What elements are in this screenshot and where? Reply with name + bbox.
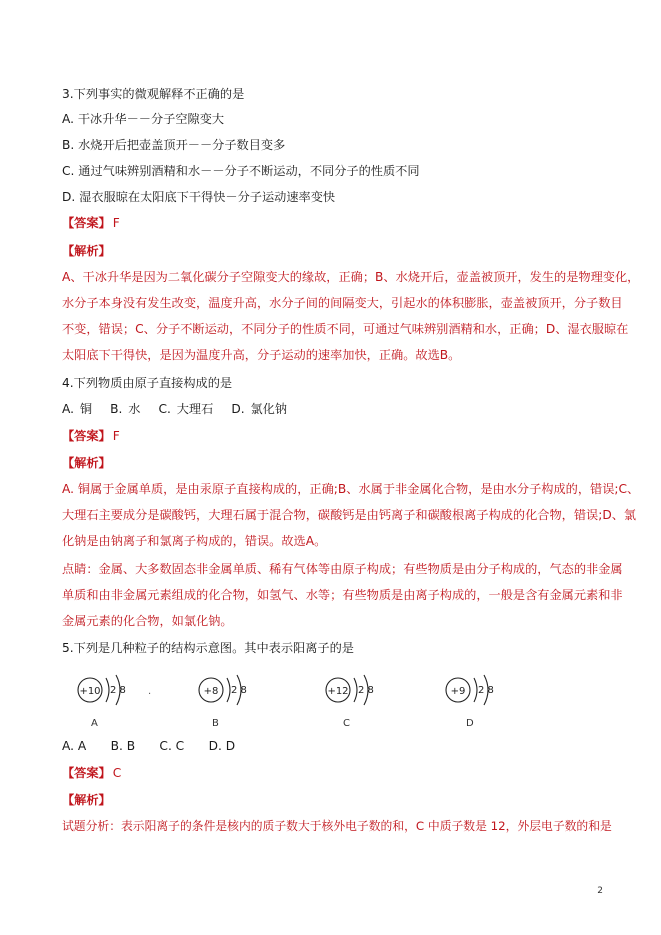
q5-stem: 5.下列是几种粒子的结构示意图。其中表示阳离子的是	[62, 641, 354, 655]
q3-option-b: B. 水烧开后把壶盖顶开－－分子数目变多	[62, 138, 286, 152]
q3-option-a: A. 干冰升华－－分子空隙变大	[62, 112, 225, 126]
q4-stem: 4.下列物质由原子直接构成的是	[62, 376, 233, 390]
q3-stem: 3.下列事实的微观解释不正确的是	[62, 87, 245, 101]
answer-tag: 【答案】	[62, 429, 111, 443]
answer-tag: 【答案】	[62, 216, 111, 230]
atom-label-b: B	[212, 718, 219, 729]
answer-value: F	[112, 216, 120, 230]
q3-analysis-line-2: 水分子本身没有发生改变，温度升高，水分子间的间隔变大，引起水的体积膨胀，壶盖被顶开，分子数目	[62, 296, 623, 310]
inner-shell-arc	[106, 678, 109, 702]
q4-note-line-3: 金属元素的化合物，如氯化钠。	[62, 614, 233, 628]
atom-diagram-b	[193, 672, 265, 708]
atom-diagram-d	[440, 672, 512, 708]
q3-analysis-line-3: 不变，错误；C、分子不断运动，不同分子的性质不同，可通过气味辨别酒精和水，正确；D、湿衣服晾在	[62, 322, 629, 336]
answer-value: C	[112, 766, 122, 780]
q4-answer-line	[62, 428, 120, 444]
inner-shell-arc	[474, 678, 477, 702]
q4-note-line-2: 单质和由非金属元素组成的化合物，如氢气、水等；有些物质是由离子构成的，一般是含有金属元素和非	[62, 588, 623, 602]
nucleus-charge: +8	[203, 686, 219, 697]
q4-options: A. 铜 B. 水 C. 大理石 D. 氯化钠	[62, 402, 288, 416]
q5-options: A. A B. B C. C D. D	[62, 739, 236, 753]
electron-counts: 2 8	[358, 685, 374, 696]
inner-shell-arc	[227, 678, 230, 702]
q3-option-d: D. 湿衣服晾在太阳底下干得快－分子运动速率变快	[62, 190, 336, 204]
inner-shell-arc	[354, 678, 357, 702]
atom-label-d: D	[466, 718, 474, 729]
electron-counts: 2 8	[478, 685, 494, 696]
electron-counts: 2 8	[110, 685, 126, 696]
q4-analysis-line-1: A. 铜属于金属单质，是由汞原子直接构成的，正确;B、水属于非金属化合物，是由水分子构成的，错误;C、	[62, 482, 640, 496]
q5-analysis-line-1: 试题分析：表示阳离子的条件是核内的质子数大于核外电子数的和，C 中质子数是 12，外层电子数的和是	[62, 819, 612, 833]
atom-label-a: A	[91, 718, 98, 729]
nucleus-charge: +9	[450, 686, 466, 697]
q3-option-c: C. 通过气味辨别酒精和水－－分子不断运动，不同分子的性质不同	[62, 164, 420, 178]
page-number: 2	[597, 886, 603, 896]
q4-note-line-1: 点睛：金属、大多数固态非金属单质、稀有气体等由原子构成；有些物质是由分子构成的，气态的非金属	[62, 562, 623, 576]
atom-diagram-a	[72, 672, 144, 708]
q5-analysis-tag: 【解析】	[62, 793, 111, 807]
answer-tag: 【答案】	[62, 766, 111, 780]
q3-answer-line	[62, 215, 120, 231]
q4-analysis-line-2: 大理石主要成分是碳酸钙，大理石属于混合物，碳酸钙是由钙离子和碳酸根离子构成的化合物，错误;D、氯	[62, 508, 637, 522]
answer-value: F	[112, 429, 120, 443]
stray-dot: .	[148, 686, 152, 697]
nucleus-charge: +10	[79, 686, 101, 697]
q4-analysis-tag: 【解析】	[62, 456, 111, 470]
q3-analysis-line-4: 太阳底下干得快，是因为温度升高，分子运动的速率加快，正确。故选B。	[62, 348, 461, 362]
electron-counts: 2 8	[231, 685, 247, 696]
q4-analysis-line-3: 化钠是由钠离子和氯离子构成的，错误。故选A。	[62, 534, 327, 548]
atom-diagram-c	[320, 672, 392, 708]
q3-analysis-tag: 【解析】	[62, 244, 111, 258]
nucleus-charge: +12	[327, 686, 349, 697]
q5-answer-line	[62, 765, 121, 781]
atom-label-c: C	[343, 718, 350, 729]
q3-analysis-line-1: A、干冰升华是因为二氧化碳分子空隙变大的缘故，正确；B、水烧开后，壶盖被顶开，发生的是物理变化，	[62, 270, 640, 284]
